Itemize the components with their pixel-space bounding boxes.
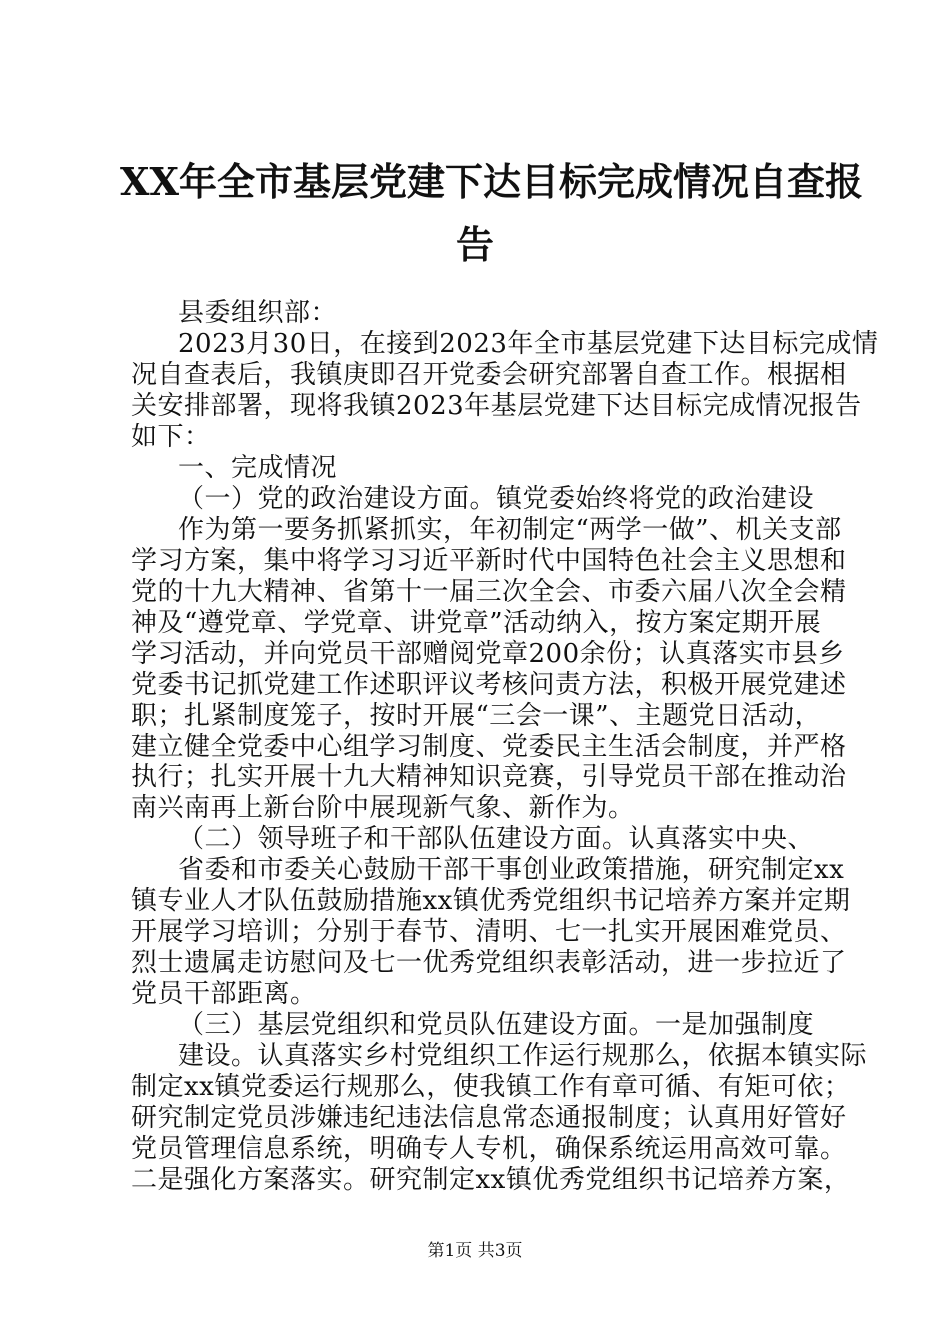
body-line: 研究制定党员涉嫌违纪违法信息常态通报制度；认真用好管好 bbox=[131, 1103, 847, 1133]
document-title-line-1: XX年全市基层党建下达目标完成情况自查报 bbox=[120, 159, 863, 204]
section-heading: 一、完成情况 bbox=[178, 453, 338, 483]
document-title-line-2: 告 bbox=[455, 222, 494, 267]
body-line: 党员干部距离。 bbox=[131, 979, 317, 1009]
body-line: 执行；扎实开展十九大精神知识竞赛，引导党员干部在推动治 bbox=[131, 762, 847, 792]
body-line: 建设。认真落实乡村党组织工作运行规那么，依据本镇实际 bbox=[178, 1041, 868, 1071]
body-line: 制定xx镇党委运行规那么，使我镇工作有章可循、有矩可依； bbox=[131, 1072, 851, 1102]
body-line: 神及“遵党章、学党章、讲党章”活动纳入，按方案定期开展 bbox=[131, 608, 822, 638]
body-line: 学习方案，集中将学习习近平新时代中国特色社会主义思想和 bbox=[131, 546, 847, 576]
subsection-heading: （二）领导班子和干部队伍建设方面。认真落实中央、 bbox=[178, 824, 815, 854]
body-line: 学习活动，并向党员干部赠阅党章200余份；认真落实市县乡 bbox=[131, 639, 845, 669]
body-line: 2023月30日，在接到2023年全市基层党建下达目标完成情 bbox=[178, 329, 879, 359]
body-line: 开展学习培训；分别于春节、清明、七一扎实开展困难党员、 bbox=[131, 917, 847, 947]
body-line: 建立健全党委中心组学习制度、党委民主生活会制度，并严格 bbox=[131, 732, 847, 762]
body-line: 作为第一要务抓紧抓实，年初制定“两学一做”、机关支部 bbox=[178, 515, 842, 545]
body-line: 如下： bbox=[131, 422, 211, 452]
body-line: 二是强化方案落实。研究制定xx镇优秀党组织书记培养方案， bbox=[131, 1165, 851, 1195]
body-line: 镇专业人才队伍鼓励措施xx镇优秀党组织书记培养方案并定期 bbox=[131, 886, 851, 916]
body-line: 职；扎紧制度笼子，按时开展“三会一课”、主题党日活动， bbox=[131, 701, 822, 731]
subsection-heading: （一）党的政治建设方面。镇党委始终将党的政治建设 bbox=[178, 484, 815, 514]
body-line: 党委书记抓党建工作述职评议考核问责方法，积极开展党建述 bbox=[131, 670, 847, 700]
body-line: 烈士遗属走访慰问及七一优秀党组织表彰活动，进一步拉近了 bbox=[131, 948, 847, 978]
body-line: 南兴南再上新台阶中展现新气象、新作为。 bbox=[131, 793, 635, 823]
body-line: 党员管理信息系统，明确专人专机，确保系统运用高效可靠。 bbox=[131, 1134, 847, 1164]
body-line: 党的十九大精神、省第十一届三次全会、市委六届八次全会精 bbox=[131, 577, 847, 607]
page-footer: 第1页 共3页 bbox=[427, 1241, 523, 1261]
subsection-heading: （三）基层党组织和党员队伍建设方面。一是加强制度 bbox=[178, 1010, 815, 1040]
body-line: 况自查表后，我镇庚即召开党委会研究部署自查工作。根据相 bbox=[131, 360, 847, 390]
salutation: 县委组织部： bbox=[178, 298, 338, 328]
body-line: 省委和市委关心鼓励干部干事创业政策措施，研究制定xx bbox=[178, 855, 845, 885]
body-line: 关安排部署，现将我镇2023年基层党建下达目标完成情况报告 bbox=[131, 391, 862, 421]
